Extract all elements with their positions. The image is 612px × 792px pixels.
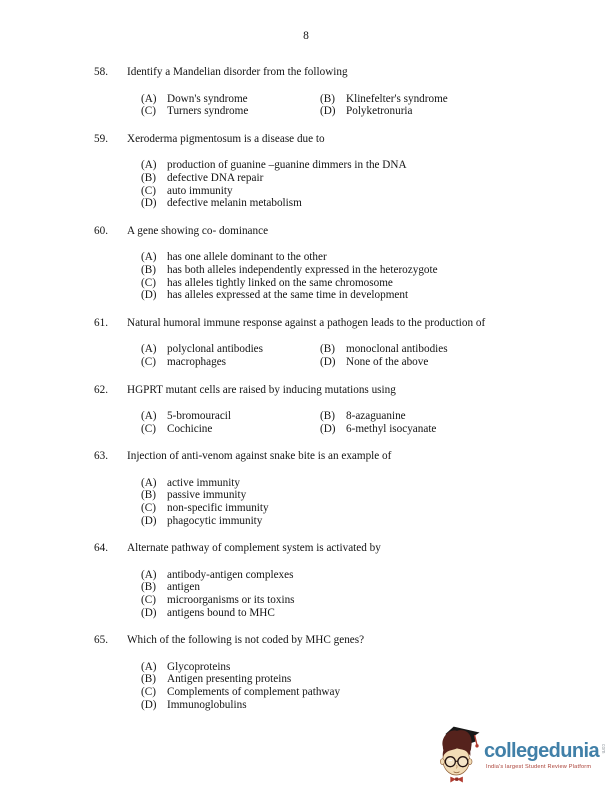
questions-list — [94, 66, 586, 726]
option-text: 5-bromouracil — [167, 410, 231, 423]
option-text: antigens bound to MHC — [167, 606, 275, 619]
option-text: Turners syndrome — [167, 105, 249, 118]
option-d — [141, 699, 586, 712]
option-label: (C) — [141, 594, 156, 607]
option-b — [320, 343, 586, 356]
option-text: active immunity — [167, 476, 241, 489]
option-label: (B) — [141, 171, 156, 184]
option-label: (D) — [141, 606, 157, 619]
option-text: polyclonal antibodies — [167, 343, 264, 356]
option-d — [141, 289, 586, 302]
option-text: 6-methyl isocyanate — [346, 422, 437, 435]
option-text: auto immunity — [167, 184, 233, 197]
option-c — [141, 105, 320, 118]
question-text: Injection of anti-venom against snake bite is an example of — [127, 450, 392, 463]
question-58 — [94, 66, 586, 118]
option-label: (C) — [141, 276, 156, 289]
option-c — [141, 502, 586, 515]
question-61 — [94, 317, 586, 369]
question-65 — [94, 634, 586, 711]
option-c — [141, 277, 586, 290]
option-label: (D) — [141, 197, 157, 210]
option-label: (A) — [141, 410, 157, 423]
option-text: Immunoglobulins — [167, 698, 247, 711]
option-a — [141, 343, 320, 356]
option-d — [320, 356, 586, 369]
options — [141, 159, 586, 209]
collegedunia-brand-suffix: com — [600, 744, 606, 754]
option-c — [141, 594, 586, 607]
option-label: (B) — [141, 581, 156, 594]
options — [141, 661, 586, 711]
option-label: (C) — [141, 502, 156, 515]
question-text: Which of the following is not coded by MHC genes? — [127, 634, 365, 647]
option-text: antigen — [167, 581, 200, 594]
option-text: macrophages — [167, 355, 227, 368]
options — [141, 343, 586, 368]
question-text: HGPRT mutant cells are raised by inducing mutations using — [127, 383, 396, 396]
option-label: (C) — [141, 422, 156, 435]
question-59 — [94, 133, 586, 210]
option-text: has alleles tightly linked on the same chromosome — [167, 276, 393, 289]
option-label: (D) — [141, 289, 157, 302]
option-text: Complements of complement pathway — [167, 686, 341, 698]
option-b — [141, 489, 586, 502]
option-label: (B) — [141, 673, 156, 686]
question-64 — [94, 542, 586, 619]
question-number: 63. — [94, 450, 108, 463]
option-d — [141, 515, 586, 528]
option-label: (A) — [141, 660, 157, 673]
option-label: (D) — [141, 698, 157, 711]
options — [141, 93, 586, 118]
option-label: (D) — [320, 105, 336, 118]
option-text: Cochicine — [167, 422, 213, 435]
option-label: (A) — [141, 159, 157, 172]
collegedunia-brand-text: collegedunia — [483, 740, 599, 762]
option-b — [320, 410, 586, 423]
collegedunia-logo — [432, 724, 606, 786]
question-number: 61. — [94, 316, 108, 329]
option-label: (B) — [320, 343, 335, 356]
option-a — [141, 159, 586, 172]
question-number: 65. — [94, 634, 108, 647]
question-60 — [94, 225, 586, 302]
option-text: defective DNA repair — [167, 171, 264, 184]
option-label: (B) — [141, 489, 156, 502]
option-label: (A) — [141, 92, 157, 105]
option-text: defective melanin metabolism — [167, 197, 302, 210]
option-text: passive immunity — [167, 489, 247, 502]
question-62 — [94, 384, 586, 436]
option-b — [320, 93, 586, 106]
option-text: antibody-antigen complexes — [167, 568, 294, 581]
option-c — [141, 423, 320, 436]
option-text: 8-azaguanine — [346, 410, 406, 423]
option-b — [141, 673, 586, 686]
option-a — [141, 251, 586, 264]
question-number: 58. — [94, 66, 108, 78]
option-c — [141, 356, 320, 369]
option-a — [141, 93, 320, 106]
option-a — [141, 477, 586, 490]
option-text: Glycoproteins — [167, 660, 231, 673]
option-c — [141, 686, 586, 699]
question-63 — [94, 450, 586, 527]
option-label: (D) — [320, 355, 336, 368]
option-text: Down's syndrome — [167, 92, 248, 105]
collegedunia-mascot-icon — [432, 724, 482, 786]
option-d — [320, 423, 586, 436]
options — [141, 410, 586, 435]
option-text: Klinefelter's syndrome — [346, 92, 448, 105]
option-a — [141, 569, 586, 582]
option-text: microorganisms or its toxins — [167, 594, 295, 607]
option-text: monoclonal antibodies — [346, 343, 448, 356]
collegedunia-tagline: India's largest Student Review Platform — [485, 764, 592, 770]
question-number: 64. — [94, 542, 108, 555]
option-text: production of guanine –guanine dimmers in the DNA — [167, 159, 407, 172]
option-label: (B) — [141, 263, 156, 276]
option-label: (A) — [141, 476, 157, 489]
option-label: (D) — [141, 514, 157, 527]
option-text: Polyketronuria — [346, 105, 413, 118]
option-text: has one allele dominant to the other — [167, 251, 327, 264]
option-b — [141, 581, 586, 594]
option-text: Antigen presenting proteins — [167, 673, 292, 686]
option-label: (C) — [141, 686, 156, 698]
question-number: 59. — [94, 132, 108, 145]
options — [141, 477, 586, 527]
question-number: 60. — [94, 224, 108, 237]
option-label: (D) — [320, 422, 336, 435]
page-number: 8 — [303, 30, 309, 42]
option-b — [141, 172, 586, 185]
option-b — [141, 264, 586, 277]
option-label: (A) — [141, 568, 157, 581]
option-label: (C) — [141, 184, 156, 197]
question-text: A gene showing co- dominance — [127, 224, 269, 237]
option-text: phagocytic immunity — [167, 514, 263, 527]
options — [141, 569, 586, 619]
question-text: Natural humoral immune response against a pathogen leads to the production of — [127, 316, 486, 329]
option-text: has alleles expressed at the same time in development — [167, 289, 409, 302]
question-text: Alternate pathway of complement system is activated by — [127, 542, 381, 555]
options — [141, 251, 586, 301]
option-label: (B) — [320, 92, 335, 105]
option-text: non-specific immunity — [167, 502, 269, 515]
option-a — [141, 661, 586, 674]
option-label: (A) — [141, 251, 157, 264]
option-label: (A) — [141, 343, 157, 356]
option-text: None of the above — [346, 355, 429, 368]
option-a — [141, 410, 320, 423]
option-label: (C) — [141, 355, 156, 368]
question-text: Xeroderma pigmentosum is a disease due to — [127, 132, 325, 145]
option-text: has both alleles independently expressed in the heterozygote — [167, 263, 438, 276]
option-d — [141, 607, 586, 620]
question-number: 62. — [94, 383, 108, 396]
question-text: Identify a Mandelian disorder from the following — [127, 66, 348, 78]
option-d — [320, 105, 586, 118]
option-label: (C) — [141, 105, 156, 118]
option-d — [141, 197, 586, 210]
option-label: (B) — [320, 410, 335, 423]
option-c — [141, 185, 586, 198]
